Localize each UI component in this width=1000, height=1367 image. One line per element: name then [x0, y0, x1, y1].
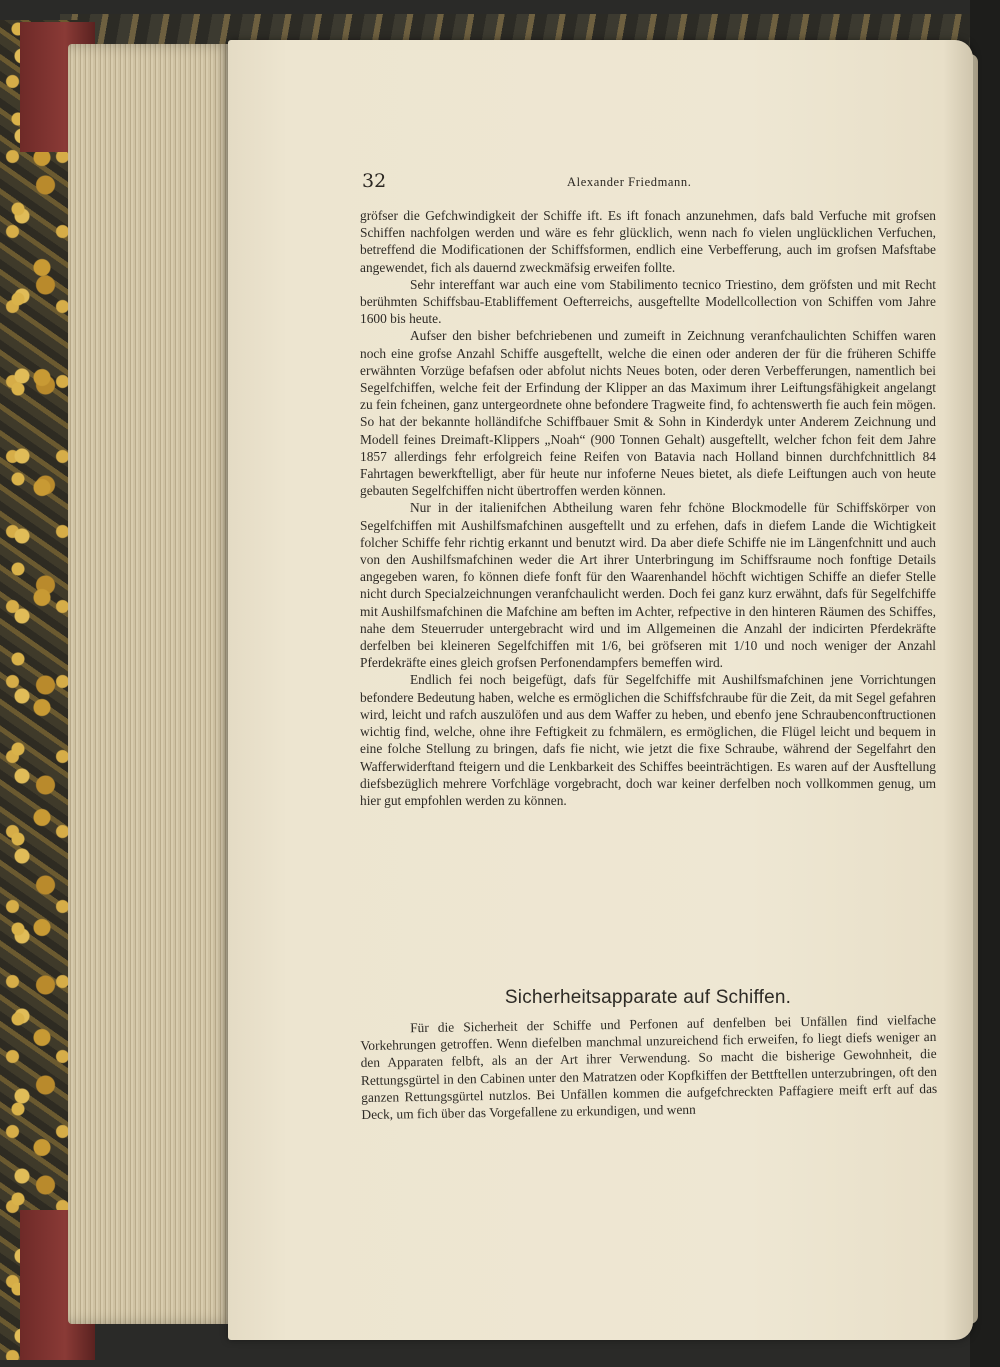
section-heading: Sicherheitsapparate auf Schiffen.	[504, 987, 792, 1008]
section-body	[360, 1011, 938, 1123]
page-edges	[68, 44, 233, 1324]
page-header	[362, 170, 932, 196]
paragraph: gröfser die Gefchwindigkeit der Schiffe ift. Es ift fonach anzunehmen, dafs bald Verfuche mit grofsen Schiffen nachfolgen werden und wäre es fehr glücklich, wenn nach fo vielen unglücklichen Verfuchen, betreffend die Modificationen der Schiffsformen, endlich eine Verbefferung, auch im grofsen Mafsftabe angewendet, fich als dauernd zweckmäfsig erweifen follte.	[360, 208, 936, 275]
running-head: Alexander Friedmann.	[567, 175, 692, 189]
paragraph: Endlich fei noch beigefügt, dafs für Segelfchiffe mit Aushilfsmafchinen jene Vorrichtungen befondere Bedeutung haben, welche es ermöglichen die Schiffsfchraube für die Zeit, da mit Segel gefahren wird, leicht und rafch auszulöfen und aus dem Waffer zu heben, und ebenfo jene Schraubenconftructionen wichtig find, welche, ohne ihre Feftigkeit zu fchmälern, es ermöglichen, die Flügel leicht und bequem in eine folche Stellung zu bringen, dafs fie nicht, wie jetzt die fixe Schraube, während der Segelfahrt den Wafferwiderftand fteigern und die Lenkbarkeit des Schiffes beeinträchtigen. Es waren auf der Ausftellung diefsbezüglich mehrere Vorfchläge vorgebracht, doch war keiner derfelben noch vollkommen genug, um hier gut empfohlen werden zu können.	[360, 672, 936, 808]
page-number: 32	[362, 170, 387, 192]
paragraph: Nur in der italienifchen Abtheilung waren fehr fchöne Blockmodelle für Schiffskörper von Segelfchiffen mit Aushilfsmafchinen ausgeftellt und zu erfehen, dafs in diefem Lande die Wichtigkeit folcher Schiffe fehr richtig erkannt und benutzt wird. Da aber diefe Schiffe nie im Längenfchnitt und auch von den Aushilfsmafchinen weder die Art ihrer Unterbringung im Schiffsraume noch fonftige Details angegeben waren, fo können diefe fonft für den Waarenhandel höchft wichtigen Schiffe an diefer Stelle nicht durch Specialzeichnungen veranfchaulicht werden. Doch fei ganz kurz erwähnt, dafs für Segelfchiffe mit Aushilfsmafchinen die Mafchine am beften im Achter, refpective in den hinteren Räumen des Schiffes, nahe dem Steuerruder untergebracht wird und im Allgemeinen die Anzahl der indicirten Pferdekräfte derfelben bei kleineren Segelfchiffen mit 1/6, bei gröfseren mit 1/10 und noch weniger der Anzahl Pferdekräfte eines gleich grofsen Perfonendampfers bemeffen wird.	[360, 500, 936, 671]
paragraph: Aufser den bisher befchriebenen und zumeift in Zeichnung veranfchaulichten Schiffen waren noch eine grofse Anzahl Schiffe ausgeftellt, welche die einen oder anderen der für die früheren Schiffe erwähnten Vorzüge befafsen oder abfolut nichts Neues boten, oder deren Verbefferungen, namentlich bei Segelfchiffen, welche feit der Erfindung der Klipper an das Maximum ihrer Leiftungsfähigkeit angelangt zu fein fcheinen, ganz untergeordnete ohne befondere Tragweite find, fo achtenswerth fie auch fein mögen. So hat der bekannte holländifche Schiffbauer Smit & Sohn in Kinderdyk unter Anderem Zeichnung und Modell feines Dreimaft-Klippers „Noah“ (900 Tonnen Gehalt) ausgeftellt, welcher fchon feit dem Jahre 1857 allerdings fehr erfolgreich feine Reifen von Batavia nach Holland binnen durchfchnittlich 84 Fahrtagen bewerkftelligt, aber für heute nur infoferne Neues bietet, als diefe Leiftungen auch von heute gebauten Segelfchiffen nicht übertroffen werden können.	[360, 328, 936, 499]
paragraph: Sehr intereffant war auch eine vom Stabilimento tecnico Triestino, dem gröfsten und mit Recht berühmten Schiffsbau-Etabliffement Oefterreichs, ausgeftellte Modellcollection von Schiffen vom Jahre 1600 bis heute.	[360, 276, 936, 327]
paragraph: Für die Sicherheit der Schiffe und Perfonen auf denfelben bei Unfällen find vielfache Vorkehrungen getroffen. Wenn diefelben manchmal unzureichend fich erweifen, fo liegt diefs weniger an den Apparaten felbft, als an der Art ihrer Verwendung. So macht die bisherige Gewohnheit, die Rettungsgürtel in den Cabinen unter den Matratzen oder Kopfkiffen der Bettftellen unterzubringen, oft den ganzen Rettungsgürtel nutzlos. Bei Unfällen kommen die aufgefchreckten Paffagiere meift erft auf das Deck, um fich über das Vorgefallene zu erkundigen, und wenn	[360, 1011, 938, 1123]
body-text	[360, 207, 936, 809]
